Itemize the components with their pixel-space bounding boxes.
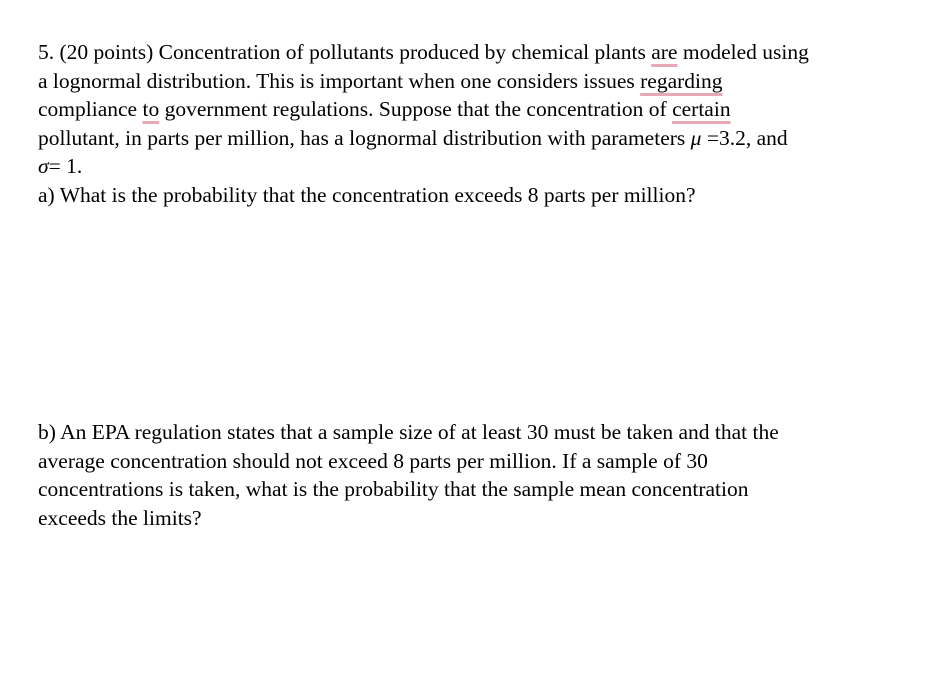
part-b-line-3: concentrations is taken, what is the probability that the sample mean concentration	[38, 477, 749, 501]
problem-text: modeled using	[677, 40, 809, 64]
problem-document	[38, 38, 918, 532]
flagged-word[interactable]: are	[651, 40, 678, 64]
flagged-word[interactable]: regarding	[640, 68, 723, 93]
flagged-word[interactable]: certain	[672, 97, 731, 121]
problem-line-3	[38, 95, 918, 124]
problem-text: =3.2, and	[701, 125, 788, 150]
sigma-symbol: σ	[38, 154, 49, 178]
part-b-line-1: b) An EPA regulation states that a sample size of at least 30 must be taken and that the	[38, 420, 779, 444]
problem-text: pollutant, in parts per million, has a lognormal distribution with parameters	[38, 125, 691, 150]
problem-line-5	[38, 152, 918, 181]
problem-text: compliance	[38, 97, 143, 121]
problem-text: = 1.	[48, 154, 83, 178]
problem-text: a lognormal distribution. This is important when one considers issues	[38, 68, 641, 93]
problem-line-1	[38, 38, 918, 67]
problem-text: 5. (20 points) Concentration of pollutants produced by chemical plants	[38, 40, 652, 64]
problem-line-4	[38, 124, 918, 153]
part-b-line-4: exceeds the limits?	[38, 505, 202, 530]
flagged-word[interactable]: to	[142, 97, 160, 121]
mu-symbol: μ	[690, 125, 702, 150]
problem-text: government regulations. Suppose that the concentration of	[159, 97, 673, 121]
answer-space	[38, 209, 918, 418]
part-b-line-2: average concentration should not exceed 8 parts per million. If a sample of 30	[38, 448, 708, 473]
part-a-question: a) What is the probability that the concentration exceeds 8 parts per million?	[38, 182, 696, 207]
problem-line-2	[38, 67, 918, 96]
